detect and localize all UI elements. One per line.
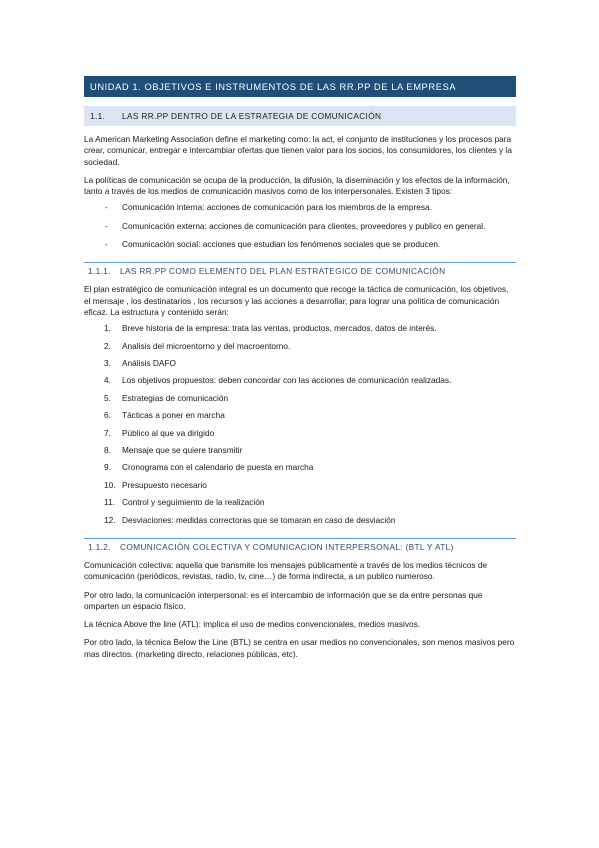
list-item	[84, 497, 516, 514]
item-text: Público al que va dirigido	[122, 427, 215, 438]
document-content	[84, 76, 516, 660]
item-number: 2.	[104, 340, 111, 351]
list-item	[84, 375, 516, 392]
list-item	[84, 462, 516, 479]
list-item	[84, 341, 516, 358]
item-number: 9.	[104, 462, 111, 473]
bullet-item	[84, 202, 516, 213]
paragraph: El plan estratégico de comunicación integral es un documento que recoge la táctica de comunicación, los objetivos, el mensaje , los destinatarios , los recursos y las acciones a desarrollar, para lograr una política de comunicación eficaz. La estructura y contenido serán:	[84, 284, 509, 317]
item-text: Analisis del microentorno y del macroentorno.	[122, 340, 291, 351]
dash-marker: -	[105, 220, 108, 231]
item-number: 1.	[104, 323, 111, 334]
item-number: 3.	[104, 358, 111, 369]
paragraph: La políticas de comunicación se ocupa de la producción, la difusión, la diseminación y los efectos de la información, tanto a través de los medios de comunicación masivos como de los interpersonales. Existen 3 tipos:	[84, 174, 510, 197]
paragraph: Por otro lado, la comunicación interpersonal: es el intercambio de información que se da entre personas que omparten un espacio físico.	[84, 589, 483, 611]
bullet-list	[84, 202, 516, 250]
dash-marker: -	[105, 202, 108, 213]
paragraph: Por otro lado, la técnica Below the Line (BTL) se centra en usar medios no convencionales, son menos masivos pero mas directos. (marketing directo, relaciones públicas, etc).	[84, 637, 515, 659]
item-text: Análisis DAFO	[122, 358, 176, 369]
item-text: Control y seguimiento de la realización	[122, 497, 265, 508]
subsection-title: LAS RR.PP COMO ELEMENTO DEL PLAN ESTRATEGICO DE COMUNICACIÓN	[120, 266, 446, 277]
bullet-item	[84, 221, 516, 232]
item-text: Mensaje que se quiere transmitir	[122, 445, 243, 455]
list-item	[84, 428, 516, 445]
numbered-list	[84, 323, 516, 532]
dash-marker: -	[105, 239, 108, 250]
item-text: Estrategias de comunicación	[122, 392, 229, 403]
list-item	[84, 515, 516, 532]
item-number: 12.	[104, 514, 116, 525]
item-number: 7.	[104, 427, 111, 438]
section-title: LAS RR.PP DENTRO DE LA ESTRATEGIA DE COMUNICACIÓN	[122, 111, 382, 121]
item-number: 4.	[104, 375, 111, 386]
item-number: 8.	[104, 445, 111, 455]
subsection-number: 1.1.1.	[88, 266, 111, 277]
list-item	[84, 445, 516, 462]
subsection-title: COMUNICACIÓN COLECTIVA Y COMUNICACION INTERPERSONAL: (BTL Y ATL)	[120, 541, 454, 552]
paragraph: La American Marketing Association define el marketing como: la act, el conjunto de instituciones y los procesos para crear, comunicar, entregar e intercambiar ofertas que tienen valor para los socios, los consumidores, los clientes y la sociedad.	[84, 134, 512, 167]
paragraph: Comunicación colectiva: aquella que transmite los mensajes públicamente a través de los medios técnicos de comunicación (periódicos, revistas, radio, tv, cine…) de forma indirecta, a un publico numeroso.	[84, 559, 488, 582]
bullet-text: Comunicación social: acciones que estudian los fenómenos sociales que se producen.	[122, 239, 441, 250]
bullet-item	[84, 239, 516, 250]
item-number: 6.	[104, 410, 111, 421]
unit-title: UNIDAD 1. OBJETIVOS E INSTRUMENTOS DE LAS RR.PP DE LA EMPRESA	[84, 76, 516, 97]
list-item	[84, 358, 516, 375]
subsection-heading	[84, 262, 516, 276]
item-text: Presupuesto necesario	[122, 479, 207, 490]
item-text: Cronograma con el calendario de puesta en marcha	[122, 462, 314, 473]
item-text: Breve historia de la empresa: trata las ventas, productos, mercados, datos de interés.	[122, 323, 437, 334]
section-heading	[84, 106, 516, 126]
item-number: 10.	[104, 479, 116, 490]
item-text: Los objetivos propuestos: deben concordar con las acciones de comunicación realizadas.	[122, 375, 452, 386]
item-number: 5.	[104, 392, 111, 403]
paragraph: La técnica Above the line (ATL): implica el uso de medios convencionales, medios masivos.	[84, 619, 421, 630]
item-text: Desviaciones: medidas correctoras que se tomaran en caso de desviación	[122, 514, 396, 525]
subsection-heading	[84, 538, 516, 552]
list-item	[84, 393, 516, 410]
list-item	[84, 410, 516, 427]
item-text: Tácticas a poner en marcha	[122, 410, 225, 421]
subsection-number: 1.1.2.	[88, 541, 111, 552]
list-item	[84, 323, 516, 340]
bullet-text: Comunicación externa: acciones de comunicación para clientes, proveedores y publico en general.	[122, 220, 486, 231]
section-number: 1.1.	[90, 111, 106, 121]
list-item	[84, 480, 516, 497]
bullet-text: Comunicación interna: acciones de comunicación para los miembros de la empresa.	[122, 202, 432, 213]
item-number: 11.	[104, 497, 115, 508]
